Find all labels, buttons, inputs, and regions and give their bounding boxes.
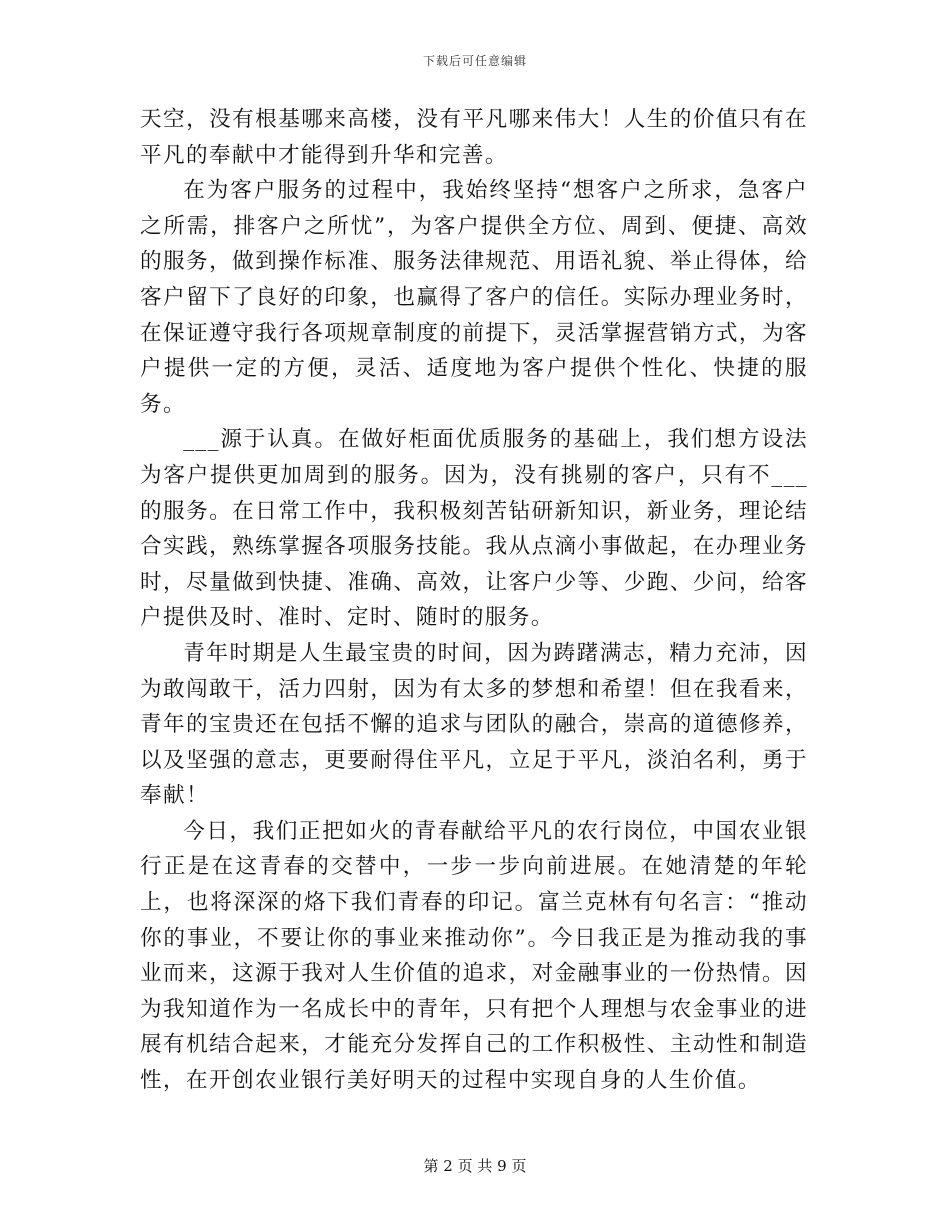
page-header: 下载后可任意编辑 [422, 54, 527, 68]
paragraph-4: 青年时期是人生最宝贵的时间，因为踌躇满志，精力充沛，因为敢闯敢干，活力四射，因为有太多的梦想和希望！但在我看来，青年的宝贵还在包括不懈的追求与团队的融合，崇高的道德修养，以及坚强的意志，更要耐得住平凡，立足于平凡，淡泊名利，勇于奉献！ [140, 640, 808, 809]
paragraph-5: 今日，我们正把如火的青春献给平凡的农行岗位，中国农业银行正是在这青春的交替中，一步一步向前进展。在她清楚的年轮上，也将深深的烙下我们青春的印记。富兰克林有句名言：“推动你的事业，不要让你的事业来推动你”。今日我正是为推动我的事业而来，这源于我对人生价值的追求，对金融事业的一份热情。因为我知道作为一名成长中的青年，只有把个人理想与农金事业的进展有机结合起来，才能充分发挥自己的工作积极性、主动性和制造性，在开创农业银行美好明天的过程中实现自身的人生价值。 [140, 818, 808, 1094]
paragraph-2: 在为客户服务的过程中，我始终坚持“想客户之所求，急客户之所需，排客户之所忧”，为客户提供全方位、周到、便捷、高效的服务，做到操作标准、服务法律规范、用语礼貌、举止得体，给客户留下了良好的印象，也赢得了客户的信任。实际办理业务时，在保证遵守我行各项规章制度的前提下，灵活掌握营销方式，为客户提供一定的方便，灵活、适度地为客户提供个性化、快捷的服务。 [140, 178, 808, 417]
paragraph-1: 天空，没有根基哪来高楼，没有平凡哪来伟大！人生的价值只有在平凡的奉献中才能得到升华和完善。 [140, 107, 808, 168]
document-body [140, 102, 808, 1099]
page-number-footer: 第 2 页 共 9 页 [423, 1157, 527, 1175]
paragraph-3: ___源于认真。在做好柜面优质服务的基础上，我们想方设法为客户提供更加周到的服务。因为，没有挑剔的客户，只有不___的服务。在日常工作中，我积极刻苦钻研新知识，新业务，理论结合实践，熟练掌握各项服务技能。我从点滴小事做起，在办理业务时，尽量做到快捷、准确、高效，让客户少等、少跑、少问，给客户提供及时、准时、定时、随时的服务。 [140, 427, 808, 631]
